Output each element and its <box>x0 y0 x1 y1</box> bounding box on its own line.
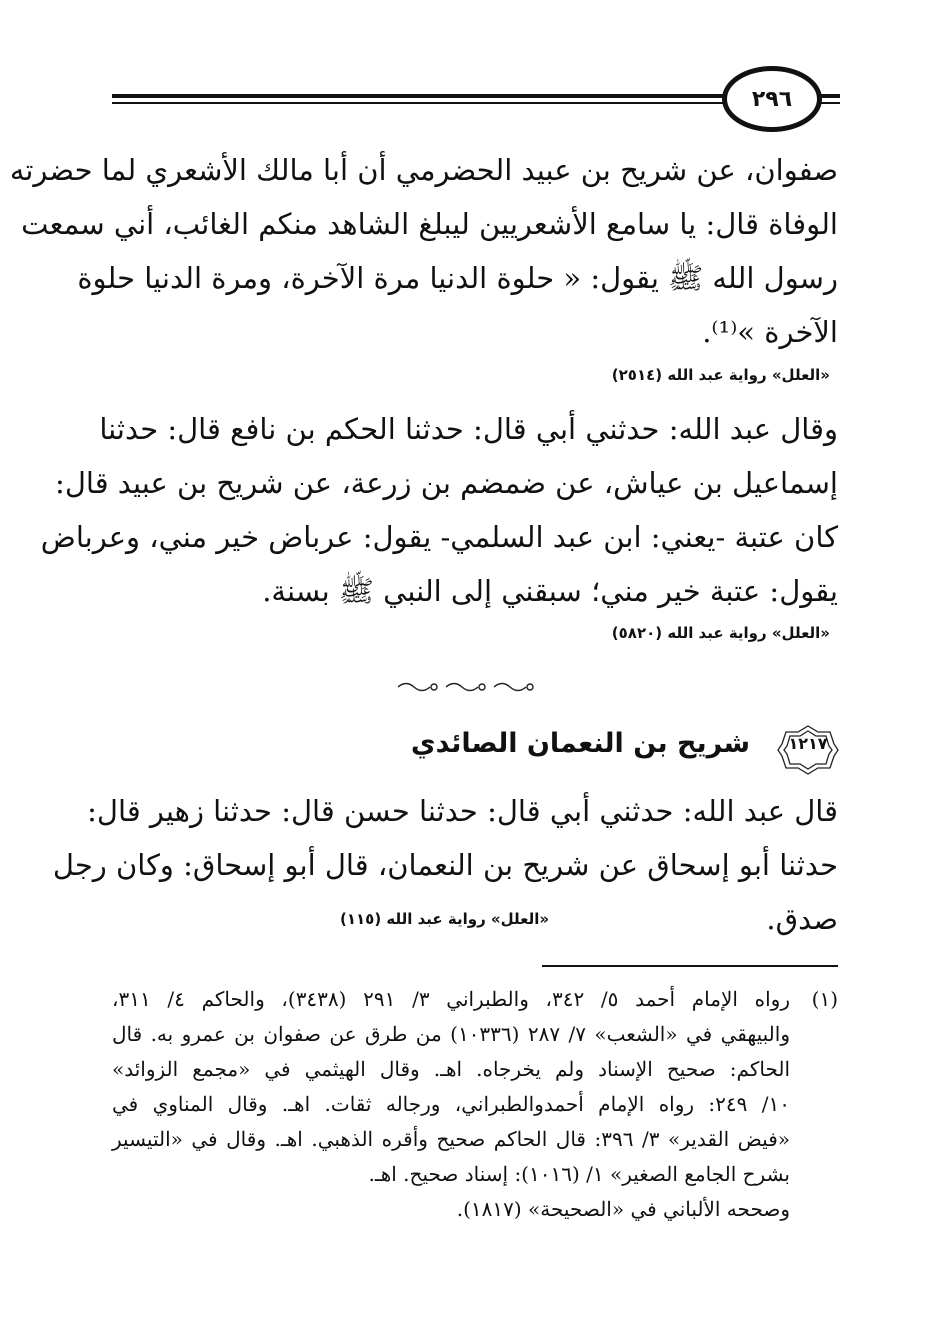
paragraph-line: قال عبد الله: حدثني أبي قال: حدثنا حسن قال: حدثنا زهير قال: <box>87 794 838 828</box>
entry-title: شريح بن النعمان الصائدي <box>410 728 750 759</box>
paragraph-line: الآخرة »⁽¹⁾. <box>702 315 838 349</box>
source-reference: «العلل» رواية عبد الله (١١٥) <box>340 910 550 928</box>
paragraph-line: رسول الله ﷺ يقول: « حلوة الدنيا مرة الآخرة، ومرة الدنيا حلوة <box>77 261 838 295</box>
footnote-line: رواه الإمام أحمد ٥/ ٣٤٢، والطبراني ٣/ ٢٩١ (٣٤٣٨)، والحاكم ٤/ ٣١١، <box>112 987 790 1011</box>
footnote <box>112 982 838 1262</box>
page-number: ٢٩٦ <box>751 86 793 112</box>
paragraph-line: حدثنا أبو إسحاق عن شريح بن النعمان، قال أبو إسحاق: وكان رجل <box>52 848 838 882</box>
paragraph-line: الوفاة قال: يا سامع الأشعريين ليبلغ الشاهد منكم الغائب، أني سمعت <box>21 207 838 241</box>
paragraph-hadith-2 <box>40 402 838 618</box>
entry-number: ١٢١٧ <box>788 734 828 753</box>
footnote-separator <box>542 965 838 967</box>
source-reference: «العلل» رواية عبد الله (٢٥١٤) <box>611 366 830 384</box>
footnote-line: وصححه الألباني في «الصحيحة» (١٨١٧). <box>456 1197 790 1221</box>
footnote-line: «فيض القدير» ٣/ ٣٩٦: قال الحاكم صحيح وأقره الذهبي. اهـ. وقال في «التيسير <box>112 1127 790 1151</box>
page-number-badge <box>722 66 822 132</box>
footnote-line: ١٠/ ٢٤٩: رواه الإمام أحمدوالطبراني، ورجاله ثقات. اهـ. وقال المناوي في <box>112 1092 790 1116</box>
paragraph-line: كان عتبة -يعني: ابن عبد السلمي- يقول: عرباض خير مني، وعرباض <box>40 520 838 554</box>
paragraph-line: صدق. <box>766 902 838 936</box>
footnote-line: بشرح الجامع الصغير» ١/ (١٠١٦): إسناد صحيح. اهـ. <box>368 1162 790 1186</box>
source-reference: «العلل» رواية عبد الله (٥٨٢٠) <box>611 624 830 642</box>
paragraph-line: وقال عبد الله: حدثني أبي قال: حدثنا الحكم بن نافع قال: حدثنا <box>99 412 838 446</box>
paragraph-line: صفوان، عن شريح بن عبيد الحضرمي أن أبا مالك الأشعري لما حضرته <box>9 153 838 187</box>
ornament-divider <box>390 680 550 694</box>
footnote-line: الحاكم: صحيح الإسناد ولم يخرجاه. اهـ. وقال الهيثمي في «مجمع الزوائد» <box>112 1057 790 1081</box>
paragraph-line: إسماعيل بن عياش، عن ضمضم بن زرعة، عن شريح بن عبيد قال: <box>55 466 838 500</box>
paragraph-line: يقول: عتبة خير مني؛ سبقني إلى النبي ﷺ بسنة. <box>262 574 838 608</box>
footnote-line: والبيهقي في «الشعب» ٧/ ٢٨٧ (١٠٣٣٦) من طرق عن صفوان بن عمرو به. قال <box>112 1022 790 1046</box>
footnote-marker: (١) <box>811 987 838 1011</box>
ornament-icon <box>390 680 550 694</box>
entry-heading-row <box>112 722 840 778</box>
paragraph-hadith-1 <box>9 143 838 359</box>
